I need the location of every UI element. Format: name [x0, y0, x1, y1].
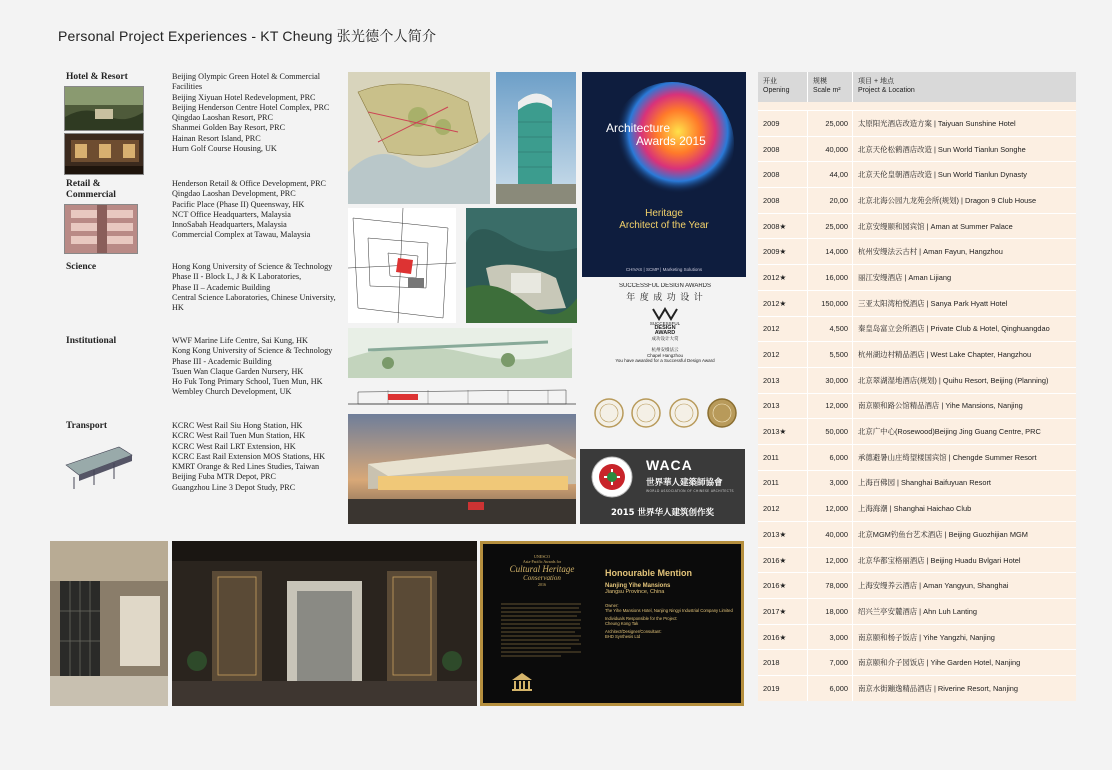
- scale-cell: 6,000: [808, 676, 853, 701]
- project-location-cell: 北京安缦颐和园宾馆 | Aman at Summer Palace: [853, 214, 1076, 239]
- retail-project-list: [172, 179, 340, 241]
- award-seals-row: [592, 396, 740, 430]
- opening-year-cell: 2017★: [758, 599, 808, 624]
- project-item: InnoSabah Headquarters, Malaysia: [172, 220, 287, 230]
- sda-badge-line3: AWARD: [654, 330, 676, 336]
- hotel-project-list: [172, 72, 340, 154]
- table-row: [758, 238, 1076, 264]
- aerial-photo-image: [466, 208, 577, 323]
- waca-award-title: 2015 世界华人建筑创作奖: [610, 508, 715, 518]
- seal-icon: [670, 399, 698, 427]
- unesco-head2: Asia-Pacific Awards for: [522, 559, 562, 564]
- table-row: [758, 547, 1076, 573]
- table-body: [758, 110, 1076, 701]
- project-item: Henderson Retail & Office Development, PRC: [172, 179, 327, 188]
- table-row: [758, 444, 1076, 470]
- header-opening: [758, 72, 808, 102]
- project-location-cell: 南京颐和杨子饭店 | Yihe Yangzhi, Nanjing: [853, 625, 1076, 650]
- transport-project-list: [172, 421, 340, 493]
- science-project-list: [172, 262, 340, 313]
- header-cn: 开业: [763, 78, 777, 85]
- scale-cell: 44,00: [808, 162, 853, 187]
- project-location-cell: 南京颐和路公馆精品酒店 | Yihe Mansions, Nanjing: [853, 394, 1076, 419]
- scale-cell: 16,000: [808, 265, 853, 290]
- project-item: NCT Office Headquarters, Malaysia: [172, 209, 291, 219]
- table-row: [758, 418, 1076, 444]
- project-item: Qingdao Laoshan Development, PRC: [172, 189, 296, 199]
- opening-year-cell: 2012: [758, 317, 808, 342]
- table-row: [758, 136, 1076, 162]
- waca-award-plaque: [580, 449, 745, 524]
- sda-title-en: SUCCESSFUL DESIGN AWARDS: [618, 283, 711, 289]
- project-item: Ho Fuk Tong Primary School, Tuen Mun, HK: [172, 377, 323, 387]
- table-row: [758, 675, 1076, 701]
- project-location-cell: 丽江安缦酒店 | Aman Lijiang: [853, 265, 1076, 290]
- project-location-cell: 上海安缦养云酒店 | Aman Yangyun, Shanghai: [853, 573, 1076, 598]
- header-project: [853, 72, 1076, 102]
- award-title-line2: Awards 2015: [636, 134, 706, 148]
- waca-cn-name: 世界華人建築師協會: [646, 478, 723, 488]
- table-row: [758, 470, 1076, 496]
- unesco-project: Nanjing Yihe Mansions: [605, 583, 671, 589]
- opening-year-cell: 2008: [758, 188, 808, 213]
- scale-cell: 20,00: [808, 188, 853, 213]
- category-science: Science: [66, 262, 97, 272]
- project-item: Beijing Fuba MTR Depot, PRC: [172, 472, 276, 482]
- project-location-cell: 南京水街蹦逸精品酒店 | Riverine Resort, Nanjing: [853, 676, 1076, 701]
- sda-badge-cn: 成功设计大赏: [651, 336, 679, 341]
- table-row: [758, 341, 1076, 367]
- table-row: [758, 393, 1076, 419]
- sda-badge-line2: DESIGN: [654, 325, 676, 331]
- table-row: [758, 495, 1076, 521]
- project-item: Hong Kong University of Science & Technology Phase II - Block L, J & K Laboratories,: [172, 262, 333, 282]
- project-item: Central Science Laboratories, Chinese University, HK: [172, 292, 336, 313]
- project-location-cell: 秦皇岛富立会所酒店 | Private Club & Hotel, Qinghuangdao: [853, 317, 1076, 342]
- award-title-line1: Architecture: [606, 121, 671, 135]
- project-item: Beijing Xiyuan Hotel Redevelopment, PRC: [172, 92, 316, 102]
- project-location-cell: 上海百佛园 | Shanghai Baifuyuan Resort: [853, 471, 1076, 496]
- scale-cell: 5,500: [808, 342, 853, 367]
- site-plan-diagram: [348, 208, 456, 323]
- opening-year-cell: 2013: [758, 368, 808, 393]
- project-item: Commercial Complex at Tawau, Malaysia: [172, 230, 311, 240]
- header-cn: 项目 + 地点: [858, 78, 894, 85]
- category-hotel-resort: Hotel & Resort: [66, 72, 128, 82]
- award-sponsors: CHIVAS | SCMP | Marketing Solutions: [625, 267, 703, 272]
- unesco-mention: Honourable Mention: [605, 568, 692, 578]
- scale-cell: 50,000: [808, 419, 853, 444]
- sda-logo-icon: [651, 307, 679, 321]
- sda-note: You have awarded for a Successful Design Award: [615, 358, 715, 363]
- table-row: [758, 316, 1076, 342]
- unesco-body-text-lines: [501, 602, 581, 662]
- opening-year-cell: 2016★: [758, 573, 808, 598]
- scale-cell: 7,000: [808, 650, 853, 675]
- project-item: WWF Marine Life Centre, Sai Kung, HK: [172, 336, 308, 345]
- masterplan-sketch-image: [348, 72, 490, 204]
- scale-cell: 18,000: [808, 599, 853, 624]
- project-item: Qingdao Laoshan Resort, PRC: [172, 113, 273, 123]
- opening-year-cell: 2016★: [758, 625, 808, 650]
- sda-badge-line1: SUCCESSFUL: [649, 321, 681, 326]
- project-location-cell: 北京翠湖湿地酒店(规划) | Quihu Resort, Beijing (Planning): [853, 368, 1076, 393]
- project-location-cell: 杭州安缦法云古村 | Aman Fayun, Hangzhou: [853, 239, 1076, 264]
- scale-cell: 25,000: [808, 111, 853, 136]
- scale-cell: 3,000: [808, 471, 853, 496]
- sda-hotel-cn: 杭州安缦法云: [651, 347, 679, 352]
- project-item: Beijing Henderson Centre Hotel Complex, PRC: [172, 102, 330, 112]
- header-en: Opening: [763, 87, 790, 94]
- unesco-year: 2016: [538, 582, 546, 587]
- project-item: Pacific Place (Phase II) Queensway, HK: [172, 199, 305, 209]
- header-cn: 规模: [813, 78, 827, 85]
- opening-year-cell: 2011: [758, 471, 808, 496]
- lobby-photo: [172, 541, 477, 706]
- waca-en-name: WORLD ASSOCIATION OF CHINESE ARCHITECTS: [646, 489, 734, 493]
- unesco-arch-label: Architect/Designer/Consultant:: [605, 629, 662, 634]
- project-location-cell: 北京天伦松鹤酒店改造 | Sun World Tianlun Songhe: [853, 137, 1076, 162]
- opening-year-cell: 2019: [758, 676, 808, 701]
- project-table: [758, 72, 1076, 701]
- hotel-thumbnail-image: [64, 86, 144, 131]
- table-row: [758, 110, 1076, 136]
- successful-design-award: [590, 283, 740, 388]
- scale-cell: 14,000: [808, 239, 853, 264]
- project-item: Tsuen Wan Claque Garden Nursery, HK: [172, 366, 304, 376]
- scale-cell: 40,000: [808, 522, 853, 547]
- table-row: [758, 161, 1076, 187]
- project-location-cell: 杭州湖边村精品酒店 | West Lake Chapter, Hangzhou: [853, 342, 1076, 367]
- table-row: [758, 290, 1076, 316]
- category-institutional: Institutional: [66, 336, 117, 346]
- opening-year-cell: 2013: [758, 394, 808, 419]
- hotel-tower-image: [496, 72, 576, 204]
- category-transport: Transport: [66, 421, 107, 431]
- table-row: [758, 367, 1076, 393]
- transport-thumbnail-image: [64, 433, 134, 491]
- hotel-interior-thumbnail: [64, 133, 144, 175]
- station-elevation-drawing: [348, 384, 576, 410]
- project-location-cell: 承德避暑山庄绮望楼国宾馆 | Chengde Summer Resort: [853, 445, 1076, 470]
- scale-cell: 3,000: [808, 625, 853, 650]
- unesco-owner-label: Owner:: [605, 603, 619, 608]
- table-row: [758, 624, 1076, 650]
- unesco-head3: Cultural Heritage: [509, 564, 575, 574]
- project-location-cell: 北京广中心(Rosewood)Beijing Jing Guang Centre, PRC: [853, 419, 1076, 444]
- waca-name: WACA: [646, 457, 693, 473]
- opening-year-cell: 2008: [758, 137, 808, 162]
- project-location-cell: 北京MGM钓鱼台艺术酒店 | Beijing Guozhijian MGM: [853, 522, 1076, 547]
- scale-cell: 40,000: [808, 137, 853, 162]
- unesco-certificate: [480, 541, 744, 706]
- opening-year-cell: 2013★: [758, 522, 808, 547]
- opening-year-cell: 2012: [758, 496, 808, 521]
- scale-cell: 4,500: [808, 317, 853, 342]
- sda-title-cn: 年 度 成 功 设 计: [626, 292, 704, 302]
- table-row: [758, 187, 1076, 213]
- opening-year-cell: 2018: [758, 650, 808, 675]
- opening-year-cell: 2011: [758, 445, 808, 470]
- project-item: KCRC West Rail Tuen Mun Station, HK: [172, 431, 306, 441]
- scale-cell: 12,000: [808, 548, 853, 573]
- table-spacer: [758, 102, 1076, 110]
- scale-cell: 6,000: [808, 445, 853, 470]
- project-item: KMRT Orange & Red Lines Studies, Taiwan: [172, 462, 320, 472]
- opening-year-cell: 2012: [758, 342, 808, 367]
- unesco-resp: Cheung Kong Tak: [605, 621, 639, 626]
- project-item: Hainan Resort Island, PRC: [172, 133, 261, 143]
- page-title: Personal Project Experiences - KT Cheung 张光德个人简介: [58, 28, 437, 44]
- station-render-image: [348, 414, 576, 524]
- category-retail-commercial: Retail & Commercial: [66, 179, 116, 200]
- unesco-head4: Conservation: [523, 574, 561, 582]
- award-sub-line1: Heritage: [645, 208, 683, 219]
- project-location-cell: 南京颐和介子园饭店 | Yihe Garden Hotel, Nanjing: [853, 650, 1076, 675]
- project-item: Kong Kong University of Science & Technology Phase III - Academic Building: [172, 346, 333, 366]
- scale-cell: 78,000: [808, 573, 853, 598]
- opening-year-cell: 2008: [758, 162, 808, 187]
- elevation-strip-image: [348, 328, 572, 378]
- header-en: Project & Location: [858, 87, 915, 94]
- project-location-cell: 太原阳光酒店改造方案 | Taiyuan Sunshine Hotel: [853, 111, 1076, 136]
- opening-year-cell: 2012★: [758, 291, 808, 316]
- scale-cell: 25,000: [808, 214, 853, 239]
- sda-hotel-en: Chapel Hangzhou: [646, 352, 684, 358]
- opening-year-cell: 2008★: [758, 214, 808, 239]
- project-item: Shanmei Golden Bay Resort, PRC: [172, 123, 286, 133]
- unesco-temple-icon: [511, 672, 533, 692]
- project-location-cell: 北京天伦皇朝酒店改造 | Sun World Tianlun Dynasty: [853, 162, 1076, 187]
- table-header: [758, 72, 1076, 102]
- scale-cell: 12,000: [808, 496, 853, 521]
- unesco-arch: BHD Synthesis Ltd: [605, 634, 641, 639]
- project-location-cell: 绍兴兰亭安麓酒店 | Ahn Luh Lanting: [853, 599, 1076, 624]
- project-location-cell: 上海海潮 | Shanghai Haichao Club: [853, 496, 1076, 521]
- opening-year-cell: 2013★: [758, 419, 808, 444]
- project-location-cell: 北京北海公园九龙苑会所(规划) | Dragon 9 Club House: [853, 188, 1076, 213]
- seal-icon: [595, 399, 623, 427]
- table-row: [758, 649, 1076, 675]
- opening-year-cell: 2009★: [758, 239, 808, 264]
- seal-icon: [708, 399, 736, 427]
- header-scale: [808, 72, 853, 102]
- project-location-cell: 三亚太阳湾柏悦酒店 | Sanya Park Hyatt Hotel: [853, 291, 1076, 316]
- project-item: Beijing Olympic Green Hotel & Commercial Facilities: [172, 72, 321, 92]
- scale-cell: 12,000: [808, 394, 853, 419]
- award-sub-line2: Architect of the Year: [619, 220, 709, 231]
- opening-year-cell: 2016★: [758, 548, 808, 573]
- project-item: KCRC West Rail LRT Extension, HK: [172, 441, 296, 451]
- project-item: Guangzhou Line 3 Depot Study, PRC: [172, 482, 296, 492]
- unesco-head1: UNESCO: [533, 554, 550, 559]
- interior-photo-1: [50, 541, 168, 706]
- project-location-cell: 北京华都宝格丽酒店 | Beijing Huadu Bvlgari Hotel: [853, 548, 1076, 573]
- scale-cell: 30,000: [808, 368, 853, 393]
- project-item: KCRC East Rail Extension MOS Stations, HK: [172, 451, 326, 461]
- seal-icon: [632, 399, 660, 427]
- table-row: [758, 572, 1076, 598]
- waca-logo-icon: [590, 455, 634, 499]
- architecture-awards-poster: [582, 72, 746, 277]
- retail-thumbnail-image: [64, 204, 138, 254]
- project-item: KCRC West Rail Siu Hong Station, HK: [172, 421, 303, 430]
- project-item: Hurn Golf Course Housing, UK: [172, 144, 277, 154]
- table-row: [758, 521, 1076, 547]
- opening-year-cell: 2012★: [758, 265, 808, 290]
- table-row: [758, 264, 1076, 290]
- header-en: Scale m²: [813, 87, 841, 94]
- opening-year-cell: 2009: [758, 111, 808, 136]
- unesco-location: Jiangsu Province, China: [605, 589, 665, 595]
- table-row: [758, 213, 1076, 239]
- scale-cell: 150,000: [808, 291, 853, 316]
- institutional-project-list: [172, 336, 340, 398]
- unesco-owner: The Yihe Mansions Hotel, Nanjing Ningyi Industrial Company Limited: [605, 608, 733, 613]
- table-row: [758, 598, 1076, 624]
- project-item: Wembley Church Development, UK: [172, 387, 292, 397]
- project-item: Phase II – Academic Building: [172, 282, 271, 292]
- unesco-resp-label: Individuals Responsible for the Project:: [605, 616, 678, 621]
